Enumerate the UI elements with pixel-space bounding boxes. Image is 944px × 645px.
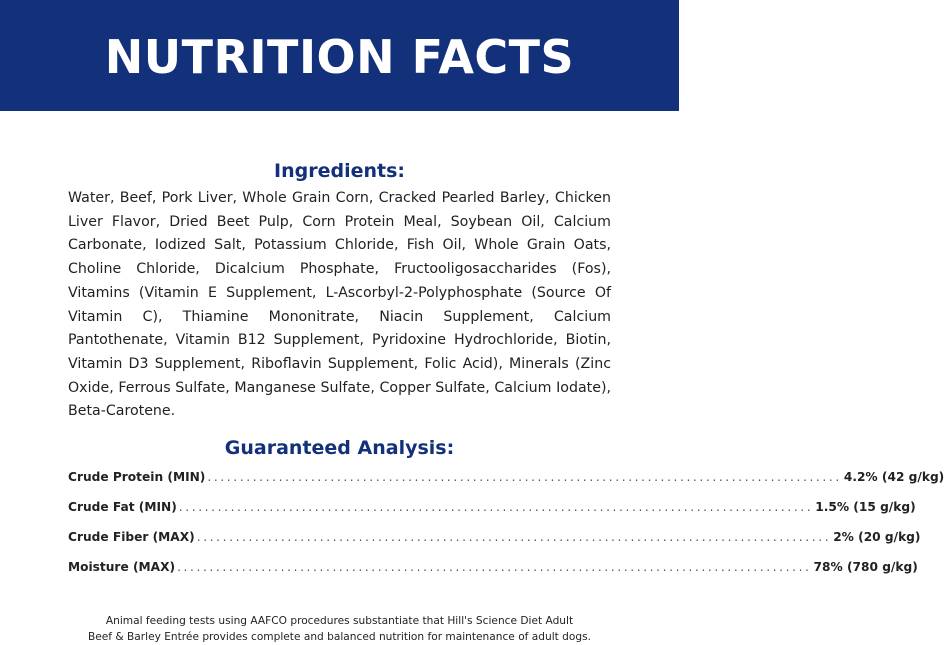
analysis-row-moisture xyxy=(68,560,613,580)
analysis-row-label: Crude Fiber (MAX) xyxy=(68,530,195,544)
header-banner xyxy=(0,0,679,111)
page-title: NUTRITION FACTS xyxy=(105,30,574,84)
aafco-statement-line-2: Beef & Barley Entrée provides complete and balanced nutrition for maintenance of adult dogs. xyxy=(0,630,679,645)
analysis-row-crude-protein xyxy=(68,470,613,490)
analysis-row-label: Crude Protein (MIN) xyxy=(68,470,205,484)
analysis-row-value: 1.5% (15 g/kg) xyxy=(815,500,915,514)
dot-leader: .................................................................................................. xyxy=(197,530,831,544)
ingredients-list: Water, Beef, Pork Liver, Whole Grain Corn, Cracked Pearled Barley, Chicken Liver Flavor, Dried Beet Pulp, Corn Protein Meal, Soybean Oil, Calcium Carbonate, Iodized Salt, Potassium Chloride, Fish Oil, Whole Grain Oats, Choline Chloride, Dicalcium Phosphate, Fructooligosaccharides (Fos), Vitamins (Vitamin E Supplement, L-Ascorbyl-2-Polyphosphate (Source Of Vitamin C), Thiamine Mononitrate, Niacin Supplement, Calcium Pantothenate, Vitamin B12 Supplement, Pyridoxine Hydrochloride, Biotin, Vitamin D3 Supplement, Riboflavin Supplement, Folic Acid), Minerals (Zinc Oxide, Ferrous Sulfate, Manganese Sulfate, Copper Sulfate, Calcium Iodate), Beta-Carotene. xyxy=(68,187,611,424)
aafco-statement-line-1: Animal feeding tests using AAFCO procedures substantiate that Hill's Science Diet Adult xyxy=(0,614,679,630)
analysis-row-label: Crude Fat (MIN) xyxy=(68,500,177,514)
analysis-row-label: Moisture (MAX) xyxy=(68,560,175,574)
analysis-row-value: 78% (780 g/kg) xyxy=(814,560,918,574)
analysis-row-crude-fiber xyxy=(68,530,613,550)
guaranteed-analysis-heading: Guaranteed Analysis: xyxy=(0,437,679,459)
dot-leader: .................................................................................................. xyxy=(179,500,813,514)
dot-leader: .................................................................................................. xyxy=(207,470,841,484)
analysis-row-value: 4.2% (42 g/kg) xyxy=(844,470,944,484)
dot-leader: .................................................................................................. xyxy=(177,560,811,574)
analysis-row-value: 2% (20 g/kg) xyxy=(833,530,920,544)
analysis-row-crude-fat xyxy=(68,500,613,520)
aafco-statement xyxy=(0,614,679,645)
ingredients-heading: Ingredients: xyxy=(0,160,679,182)
